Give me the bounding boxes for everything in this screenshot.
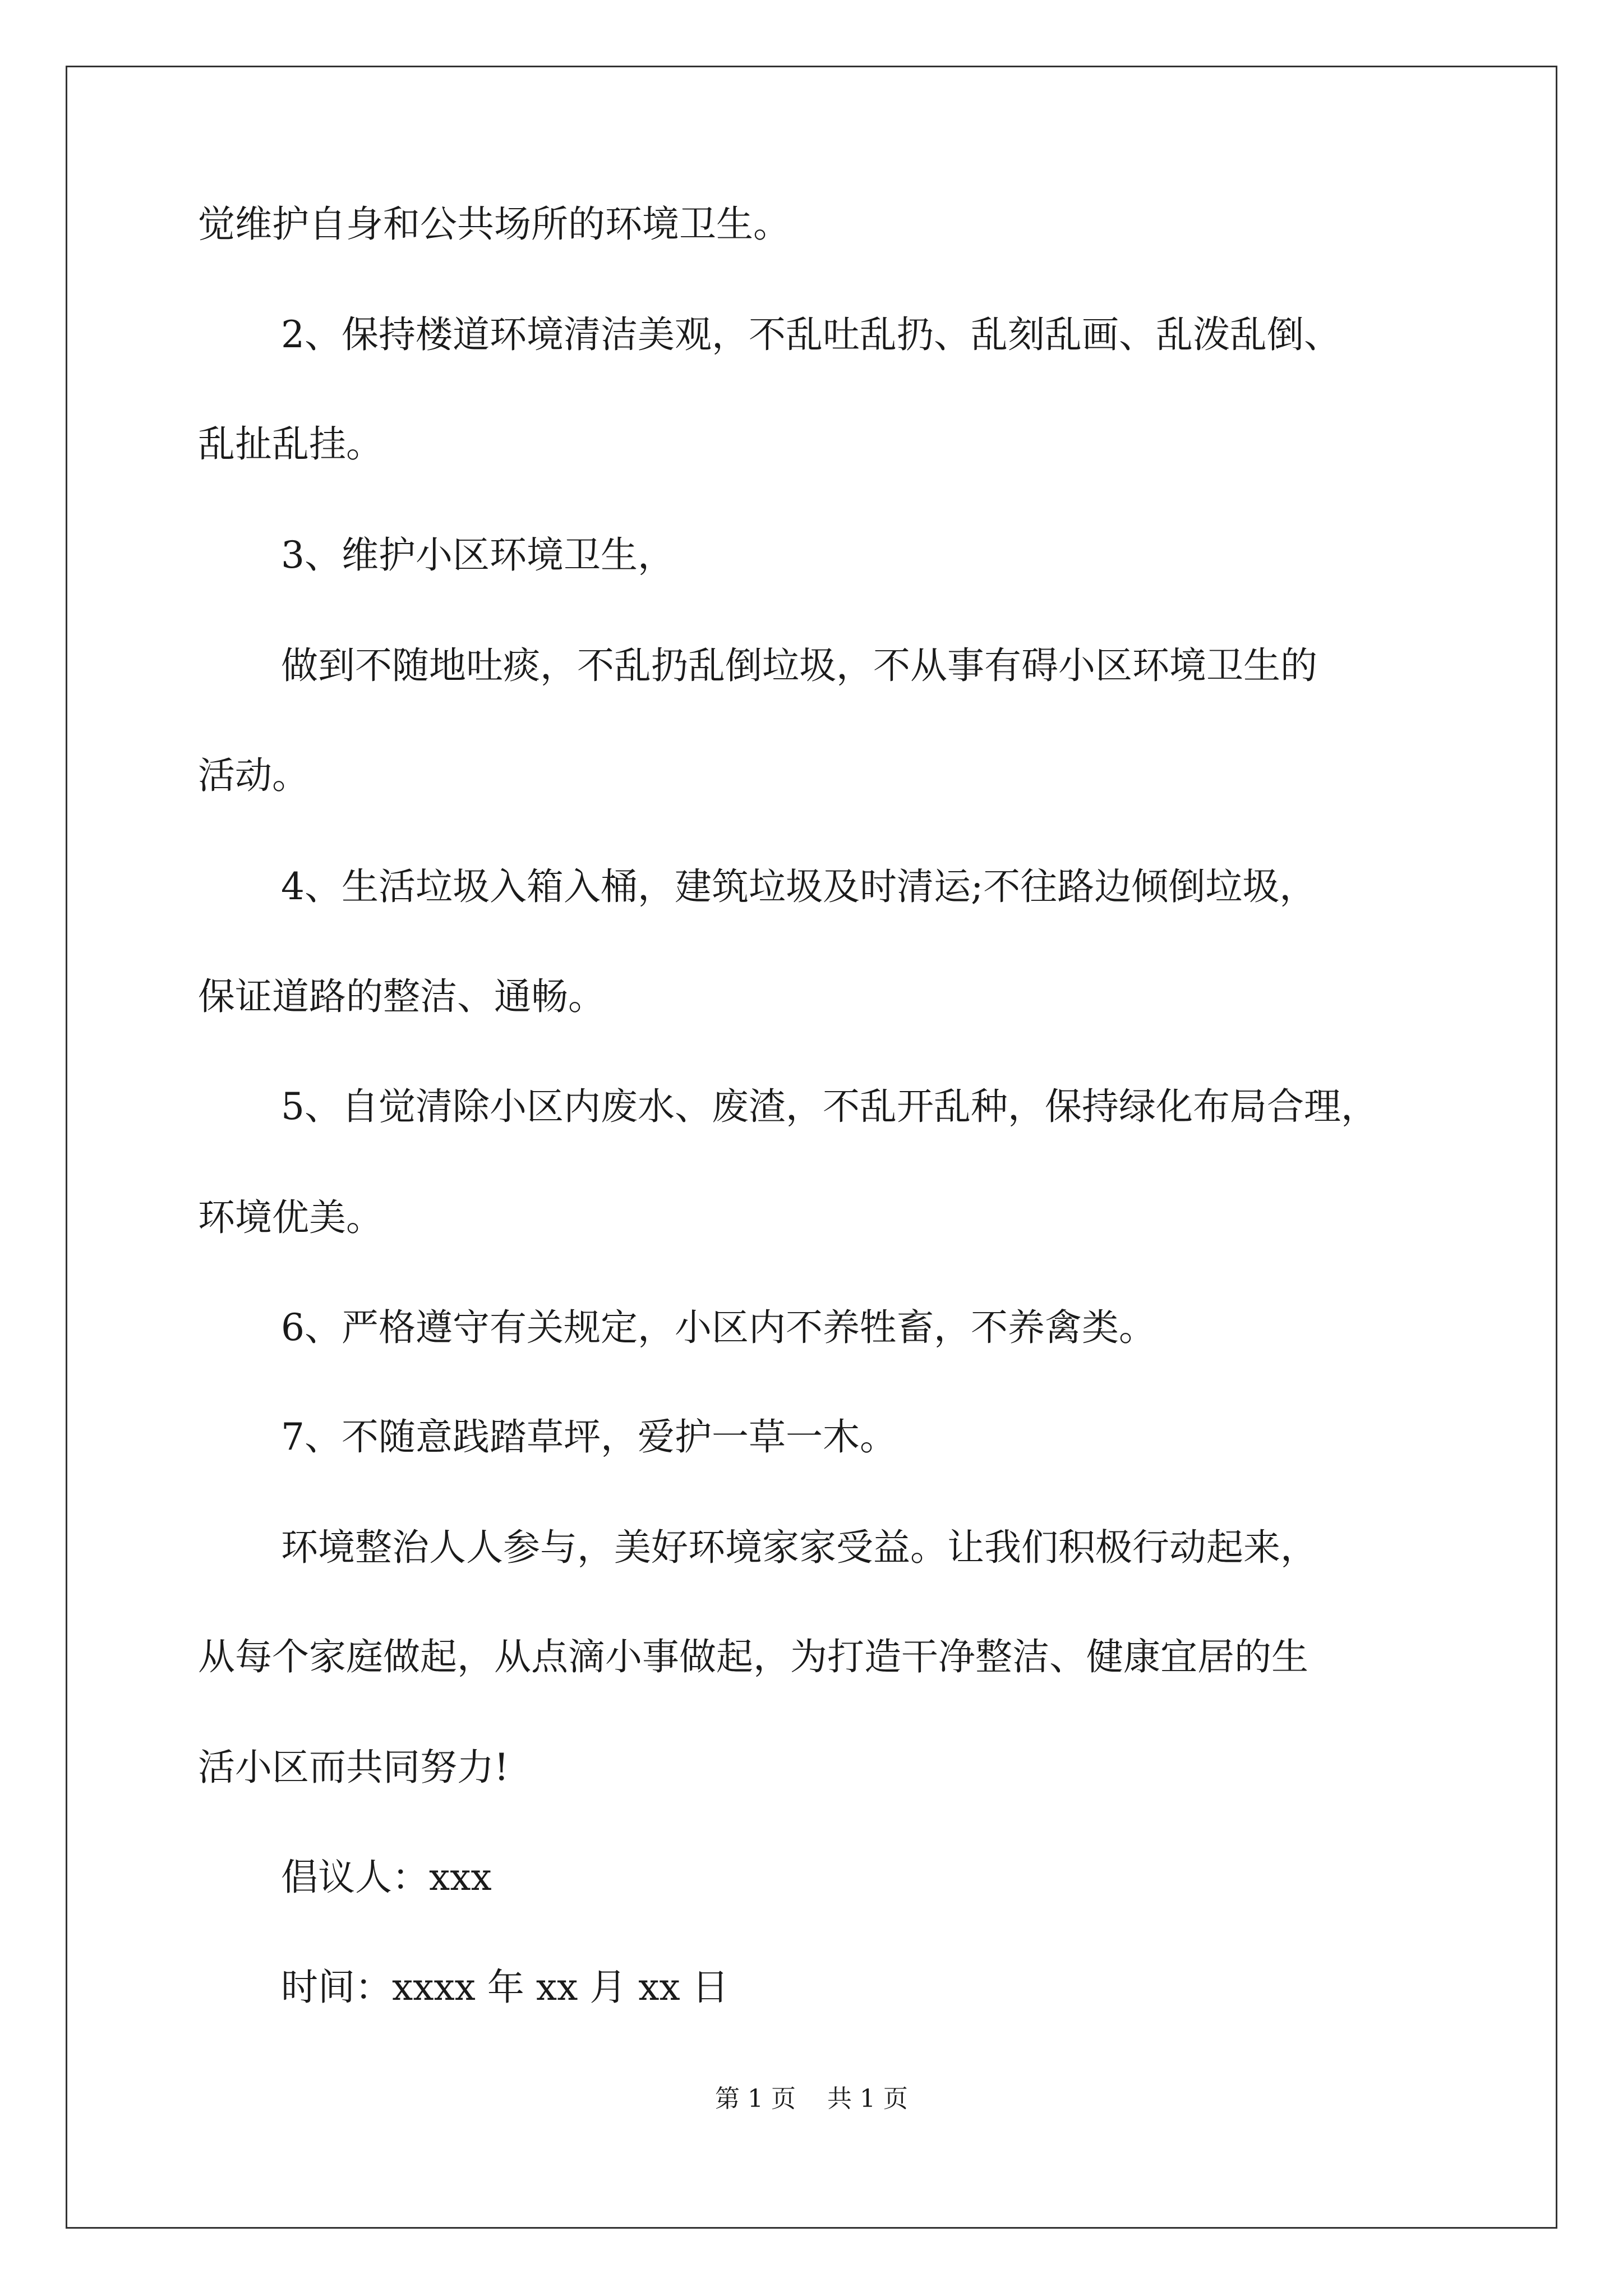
text-line: 5、自觉清除小区内废水、废渣，不乱开乱种，保持绿化布局合理， bbox=[281, 1085, 1378, 1128]
text-line: 4、生活垃圾入箱入桶，建筑垃圾及时清运;不往路边倾倒垃圾， bbox=[281, 865, 1317, 908]
text-line: 做到不随地吐痰，不乱扔乱倒垃圾，不从事有碍小区环境卫生的 bbox=[281, 644, 1317, 687]
text-line: 2、保持楼道环境清洁美观，不乱吐乱扔、乱刻乱画、乱泼乱倒、 bbox=[281, 313, 1341, 356]
text-line: 环境整治人人参与，美好环境家家受益。让我们积极行动起来， bbox=[281, 1526, 1317, 1569]
text-line: 乱扯乱挂。 bbox=[198, 422, 383, 466]
text-line: 从每个家庭做起，从点滴小事做起，为打造干净整洁、健康宜居的生 bbox=[198, 1635, 1308, 1678]
text-line: 活小区而共同努力! bbox=[198, 1746, 509, 1789]
date-line: 时间：xxxx 年 xx 月 xx 日 bbox=[281, 1966, 729, 2009]
page-number-footer: 第 1 页 共 1 页 bbox=[715, 2085, 908, 2113]
text-line: 保证道路的整洁、通畅。 bbox=[198, 975, 605, 1018]
text-line: 活动。 bbox=[198, 754, 309, 797]
text-line: 7、不随意践踏草坪，爱护一草一木。 bbox=[281, 1415, 897, 1458]
text-line: 6、严格遵守有关规定，小区内不养牲畜，不养禽类。 bbox=[281, 1306, 1156, 1349]
text-line: 觉维护自身和公共场所的环境卫生。 bbox=[198, 203, 790, 246]
initiator-line: 倡议人：xxx bbox=[281, 1856, 492, 1899]
text-line: 3、维护小区环境卫生， bbox=[281, 533, 675, 577]
text-line: 环境优美。 bbox=[198, 1196, 383, 1239]
